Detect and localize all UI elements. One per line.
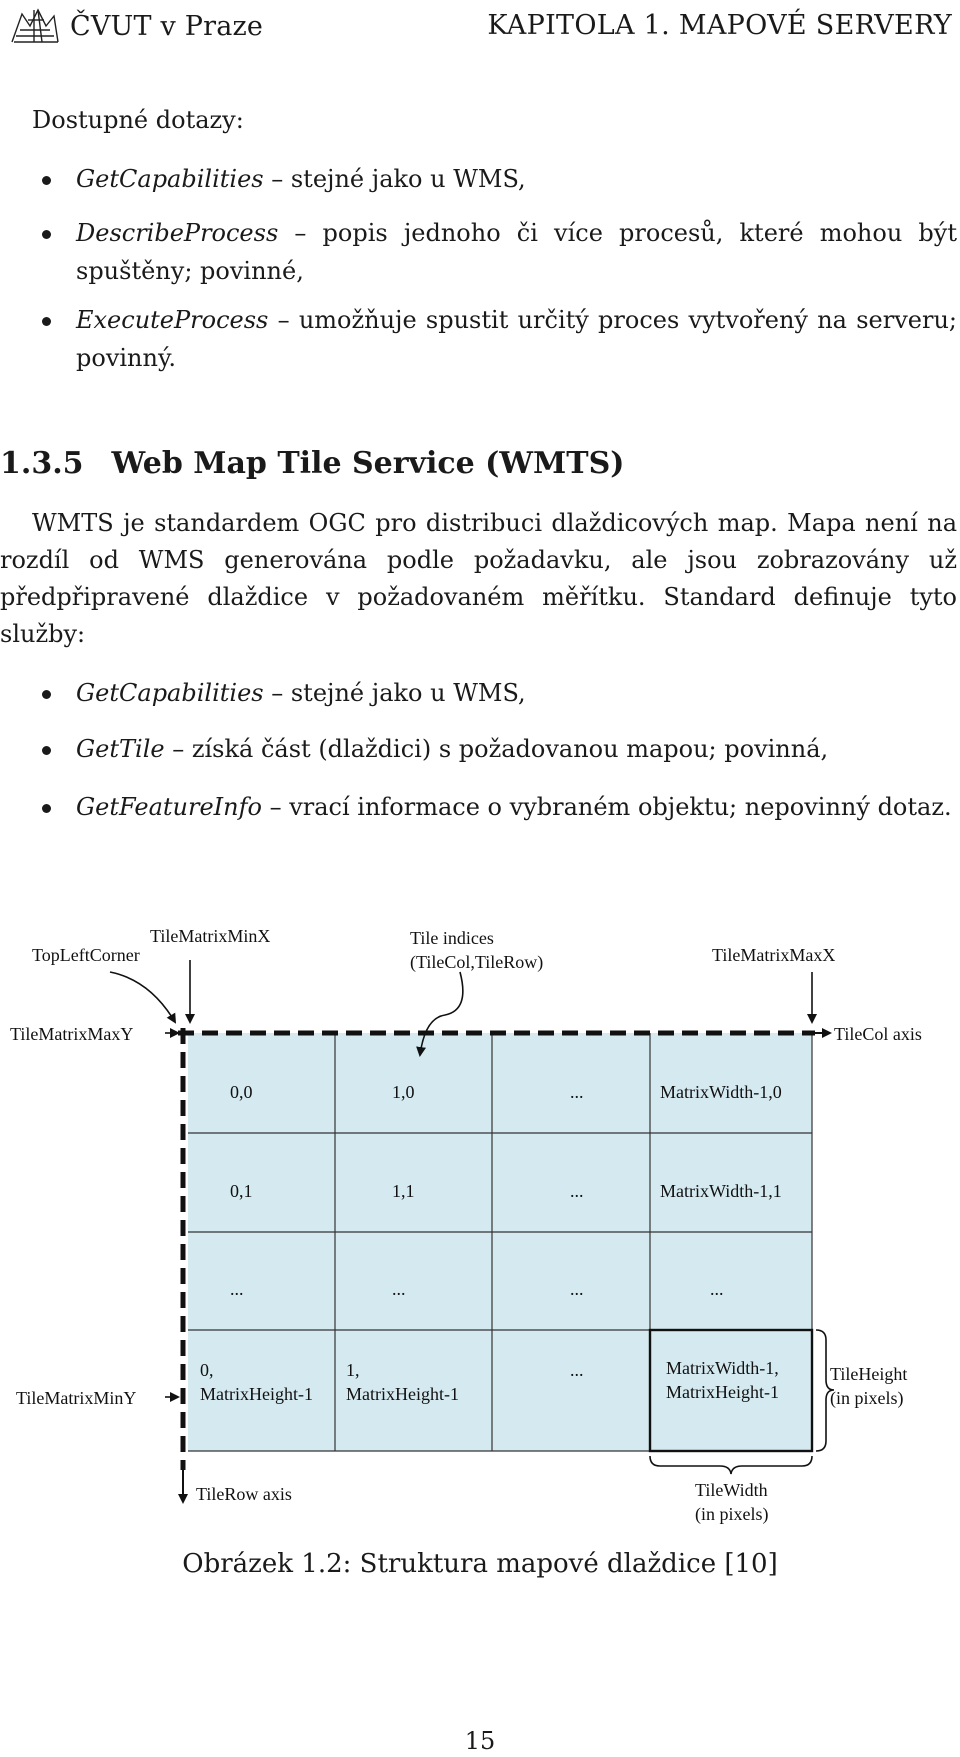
list-item xyxy=(42,214,957,290)
tile-cell-label: 0,0 xyxy=(230,1082,253,1102)
tile-row-axis-label: TileRow axis xyxy=(196,1484,292,1504)
tile-cell-label: ... xyxy=(392,1279,406,1299)
operation-description: – popis jednoho či více procesů, které mohou být spuštěny; povinné, xyxy=(76,219,957,285)
section-heading xyxy=(0,446,624,481)
running-header-left xyxy=(8,6,263,46)
operation-description: – stejné jako u WMS, xyxy=(271,165,526,193)
operation-description: – umožňuje spustit určitý proces vytvořený na serveru; povinný. xyxy=(76,306,957,372)
tile-cell-label: MatrixHeight-1 xyxy=(346,1384,459,1404)
tile-cell-label: MatrixWidth-1,1 xyxy=(660,1181,782,1201)
tile-cell-label: MatrixWidth-1,0 xyxy=(660,1082,782,1102)
header-institution: ČVUT v Praze xyxy=(70,10,264,42)
top-left-corner-label: TopLeftCorner xyxy=(32,945,140,965)
tile-cell-label: ... xyxy=(570,1181,584,1201)
tile-height-label: TileHeight xyxy=(830,1364,908,1384)
tile-cell-label: 0, xyxy=(200,1360,214,1380)
operation-description: – stejné jako u WMS, xyxy=(271,679,526,707)
bullet-icon xyxy=(42,690,51,699)
bullet-icon xyxy=(42,230,51,239)
tile-cell-label: 1, xyxy=(346,1360,360,1380)
tile-cell-label: ... xyxy=(570,1082,584,1102)
tile-cell-label: MatrixHeight-1 xyxy=(200,1384,313,1404)
list-item xyxy=(42,788,957,826)
tile-cell-label: 1,0 xyxy=(392,1082,415,1102)
figure-caption: Obrázek 1.2: Struktura mapové dlaždice [10] xyxy=(182,1549,778,1579)
tile-indices-label: Tile indices xyxy=(410,928,494,948)
tile-height-unit-label: (in pixels) xyxy=(830,1388,904,1408)
operation-name: GetCapabilities xyxy=(76,679,264,707)
tile-cell-label: ... xyxy=(710,1279,724,1299)
tile-matrix-min-x-label: TileMatrixMinX xyxy=(150,926,271,946)
operation-name: GetTile xyxy=(76,735,165,763)
section-number: 1.3.5 xyxy=(0,446,84,481)
operation-name: DescribeProcess xyxy=(76,219,279,247)
list-item xyxy=(42,674,957,712)
list-item xyxy=(42,160,957,198)
tile-matrix-max-x-label: TileMatrixMaxX xyxy=(712,945,836,965)
list-item xyxy=(42,301,957,377)
tile-width-brace xyxy=(650,1456,812,1474)
tile-cell-label: 1,1 xyxy=(392,1181,415,1201)
operation-description: – získá část (dlaždici) s požadovanou mapou; povinná, xyxy=(172,735,829,763)
operation-name: GetFeatureInfo xyxy=(76,793,262,821)
tile-cell-label: ... xyxy=(230,1279,244,1299)
tile-cell-label: ... xyxy=(570,1279,584,1299)
tile-cell-label: ... xyxy=(570,1360,584,1380)
operation-description: – vrací informace o vybraném objektu; nepovinný dotaz. xyxy=(269,793,952,821)
tile-indices-coords-label: (TileCol,TileRow) xyxy=(410,952,544,972)
queries-label: Dostupné dotazy: xyxy=(32,106,244,134)
bullet-icon xyxy=(42,317,51,326)
tile-cell-label: MatrixWidth-1, xyxy=(666,1358,779,1378)
tile-width-label: TileWidth xyxy=(695,1480,768,1500)
list-item xyxy=(42,730,957,768)
header-chapter-title: KAPITOLA 1. MAPOVÉ SERVERY xyxy=(487,10,952,41)
topleft-arrow xyxy=(110,972,175,1022)
section-title: Web Map Tile Service (WMTS) xyxy=(111,446,625,481)
section-paragraph: WMTS je standardem OGC pro distribuci dlaždicových map. Mapa není na rozdíl od WMS generována podle požadavku, ale jsou zobrazovány už předpřipravené dlaždice v požadovaném měřítku. Standard definuje tyto služby: xyxy=(0,509,957,648)
tile-cell-label: MatrixHeight-1 xyxy=(666,1382,779,1402)
tile-matrix-min-y-label: TileMatrixMinY xyxy=(16,1388,137,1408)
bullet-icon xyxy=(42,176,51,185)
tile-cell-label: 0,1 xyxy=(230,1181,253,1201)
tile-matrix-max-y-label: TileMatrixMaxY xyxy=(10,1024,134,1044)
university-logo-icon xyxy=(8,6,62,46)
tile-matrix-diagram xyxy=(0,910,960,1530)
bullet-icon xyxy=(42,804,51,813)
tile-col-axis-label: TileCol axis xyxy=(834,1024,922,1044)
bullet-icon xyxy=(42,746,51,755)
operation-name: GetCapabilities xyxy=(76,165,264,193)
page-number: 15 xyxy=(464,1727,496,1755)
operation-name: ExecuteProcess xyxy=(76,306,269,334)
tile-width-unit-label: (in pixels) xyxy=(695,1504,769,1524)
